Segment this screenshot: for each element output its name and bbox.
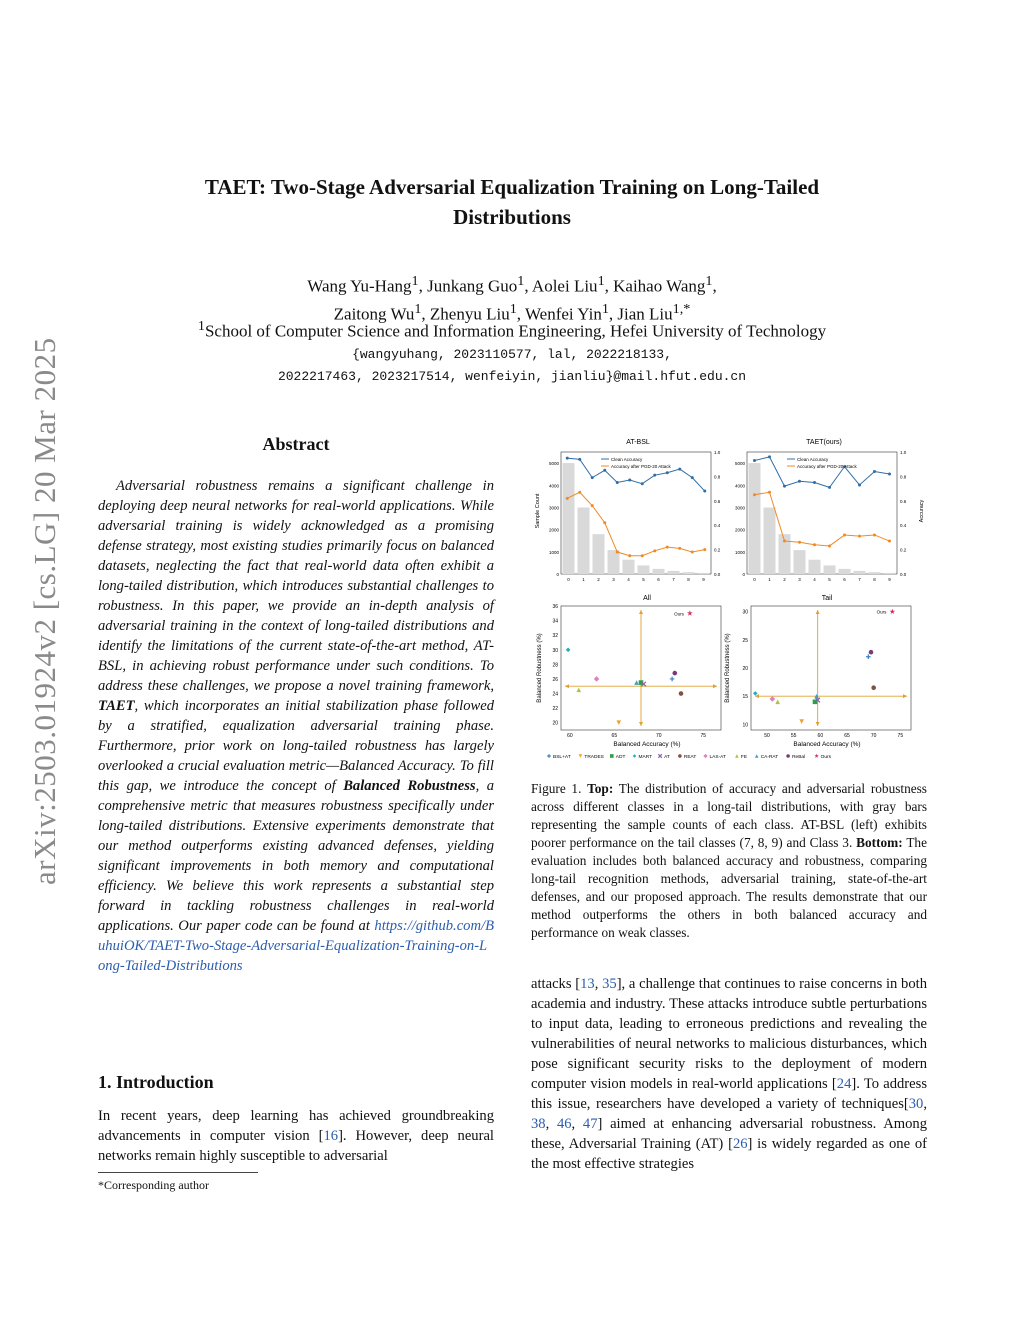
clean-accuracy-point [753,459,756,462]
legend-method-label: TRADES [584,755,604,760]
y-tick-label: 30 [742,609,748,616]
citation-link[interactable]: 24 [836,1076,852,1092]
sample-count-bar [698,573,710,574]
left-tick-label: 3000 [734,505,745,511]
y-tick-label: 30 [552,647,558,654]
marker-rebal [786,754,790,758]
marker-ca-rat [634,680,639,685]
category-tick-label: 0 [753,577,756,582]
sample-count-bar [749,463,761,574]
abstract-body: Adversarial robustness remains a significant challenge in deploying deep neural networks for real-world applications. While adversarial training is widely acknowledged as a promising defense strategy, most existing studies primarily focus on balanced datasets, neglecting the fact that real-world data often exhibit a long-tailed distribution, which introduces substantial challenges to robustness. In this paper, we provide an in-depth analysis of adversarial training in the context of long-tailed distributions and identify the limitations of the current state-of-the-art method, AT-BSL, in achieving robust performance under such conditions. To address these challenges, we propose a novel training framework, TAET, which incorporates an initial stabilization phase followed by a stratified, equalization adversarial training phase. Furthermore, prior work on long-tailed robustness has largely overlooked a crucial evaluation metric—Balanced Accuracy. To fill this gap, we introduce the concept of Balanced Robustness, a comprehensive metric that measures robustness specifically under long-tailed distributions. Extensive experiments demonstrate that our method outperforms existing advanced defenses, yielding significant improvements in both memory and computational efficiency. We believe this work represents a substantial step forward in tackling robustness challenges in real-world applications. Our paper code can be found at https://github.com/BuhuiOK/TAET-Two-Stage-Adversarial-Equalization-Training-on-Long-Tailed-Distributions [98,478,495,974]
legend-method-label: AT [664,755,670,760]
pgd-accuracy-point [653,549,656,552]
marker-bsl-at [547,754,551,758]
legend-method-label: REAT [683,755,697,760]
marker-rebal [672,671,677,676]
right-tick-label: 0.4 [714,523,721,529]
clean-accuracy-point [641,482,644,485]
sample-count-bar [638,565,650,574]
sample-count-bar [623,560,635,574]
panel-title-taet: TAET(ours) [806,439,842,446]
pgd-accuracy-point [753,493,756,496]
authors-line-2: Zaitong Wu$^1$, Zhenyu Liu$^1$, Wenfei Yin$^1$, Jian Liu$^{1,*}$ [333,300,691,324]
pgd-accuracy-point [828,544,831,547]
y-tick-label: 36 [552,604,558,610]
category-tick-label: 7 [858,577,861,582]
x-tick-label: 55 [790,733,797,739]
citation-link[interactable]: 35 [602,976,617,992]
legend-method-label: ReBal [792,755,806,760]
author: Jian Liu [617,304,673,324]
clean-accuracy-point [616,481,619,484]
y-tick-label: 28 [552,662,558,669]
marker-ours [889,609,895,614]
right-tick-label: 0.0 [714,572,721,577]
legend-method-label: FE [740,755,748,760]
clean-accuracy-point [603,469,606,472]
clean-accuracy-point [691,476,694,479]
pgd-accuracy-point [578,491,581,494]
pgd-accuracy-point [798,541,801,544]
y-tick-label: 26 [552,676,558,683]
right-tick-label: 0.8 [714,474,721,480]
legend-clean-label: Clean Accuracy [611,457,643,462]
clean-accuracy-point [591,476,594,479]
marker-reat [871,685,876,690]
clean-accuracy-point [703,490,706,493]
sample-count-bar [824,565,836,574]
clean-accuracy-point [566,457,569,460]
x-tick-label: 50 [764,733,770,739]
marker-trades [616,720,621,725]
marker-mart [753,691,758,696]
left-tick-label: 1000 [548,549,559,555]
left-tick-label: 4000 [734,483,745,489]
clean-accuracy-point [888,472,891,475]
clean-accuracy-point [628,479,631,482]
arrow-up [639,610,643,614]
pgd-accuracy-point [888,540,891,543]
marker-fe [576,688,581,693]
pgd-accuracy-point [858,535,861,538]
arrow-down [816,722,820,726]
marker-ca-rat [755,754,759,758]
marker-adt [610,754,614,758]
paper-title [120,172,904,232]
category-tick-label: 1 [582,577,585,582]
marker-rebal [869,650,874,655]
right-tick-label: 0.2 [900,547,907,553]
plot-frame [751,606,911,730]
y-tick-label: 10 [742,722,748,729]
xlabel-tail: Balanced Accuracy (%) [793,741,861,748]
citation-link[interactable]: 16 [323,1128,339,1144]
marker-fe [735,754,739,758]
y-tick-label: 20 [742,666,748,672]
methods-legend [547,754,831,760]
marker-las-at [703,754,707,758]
category-tick-label: 1 [768,577,771,582]
legend-pgd-label: Accuracy after PGD-20 Attack [797,464,857,469]
citation-link[interactable]: 46 [556,1116,572,1132]
arrow-right [713,684,717,688]
sample-count-bar [884,573,896,574]
y-tick-label: 34 [552,618,558,625]
figure-caption: Figure 1. Top: The distribution of accuracy and adversarial robustness across different classes in a long-tail distributions, with gray bars representing the sample counts of each class. AT-BSL (left) exhibits poorer performance on the tail classes (7, 8, 9) and Class 3. Bottom: The evaluation includes both balanced accuracy and robustness, comparing long-tail recognition methods, adversarial training, state-of-the-art defenses, and our proposed approach. The results demonstrate that our method outperforms the others in both balanced accuracy and performance on weak classes. [531,781,927,940]
y-tick-label: 32 [552,633,558,640]
left-tick-label: 3000 [548,505,559,511]
author: Wenfei Yin [524,304,602,324]
right-tick-label: 0.6 [900,498,907,504]
pgd-accuracy-point [616,551,619,554]
author: Junkang Guo [427,276,518,296]
sample-count-bar [593,534,605,574]
marker-bsl-at [670,677,675,682]
left-tick-label: 0 [556,572,559,577]
sample-count-bar [653,569,665,574]
legend-method-label: MART [638,755,653,760]
clean-accuracy-point [813,481,816,484]
category-tick-label: 3 [612,577,615,582]
sample-count-bar [854,571,866,574]
ylabel-robustness-tail: Balanced Robustness (%) [725,633,731,703]
pgd-accuracy-point [666,546,669,549]
x-tick-label: 70 [870,733,877,739]
x-tick-label: 65 [844,733,850,739]
right-tick-label: 0.2 [714,547,721,553]
marker-las-at [594,676,600,682]
citation-link[interactable]: 38 [531,1116,546,1132]
category-tick-label: 2 [783,577,786,582]
panel-taet [735,450,907,582]
series-legend [601,457,672,469]
pgd-accuracy-point [691,551,694,554]
author-emails: {wangyuhang, 2023110577, lal, 2022218133, 2022217463, 2023217514, wenfeiyin, jianliu}@mail.hfut.edu.cn [277,347,747,384]
figure-1 [531,436,931,764]
left-tick-label: 5000 [548,461,559,467]
pgd-accuracy-point [603,521,606,524]
citation-link[interactable]: 26 [732,1136,748,1152]
pgd-accuracy-point [768,491,771,494]
pgd-accuracy-point [843,533,846,536]
pgd-accuracy-point [591,504,594,507]
title-line-1: TAET: Two-Stage Adversarial Equalization Training on Long-Tailed [204,175,820,199]
pgd-accuracy-point [703,548,706,551]
panel-tail [742,606,911,739]
sample-count-bar [794,550,806,574]
sample-count-bar [839,569,851,574]
y-tick-label: 15 [742,694,748,701]
pgd-accuracy-point [678,547,681,550]
ylabel-robustness-all: Balanced Robustness (%) [537,633,543,703]
sample-count-bar [683,572,695,574]
category-tick-label: 3 [798,577,801,582]
sample-count-bar [869,572,881,574]
arrow-right [903,694,907,698]
citation-link[interactable]: 30 [908,1096,924,1112]
left-tick-label: 2000 [548,527,559,533]
sample-count-bar [764,508,776,574]
legend-method-label: Ours [820,755,832,760]
affiliation: $^1$School of Computer Science and Information Engineering, Hefei University of Technology [197,318,827,341]
code-link[interactable]: https://github.com/BuhuiOK/TAET-Two-Stage-Adversarial-Equalization-Training-on-Long-Tailed-Distributions [98,918,494,974]
marker-at [658,754,662,758]
marker-ours [687,610,693,615]
category-tick-label: 9 [888,577,891,582]
marker-reat [679,691,684,696]
panel-title-atbsl: AT-BSL [626,439,650,446]
legend-method-label: CA-RAT [760,755,779,760]
clean-accuracy-point [666,471,669,474]
citation-link[interactable]: 13 [580,976,595,992]
marker-mart [566,647,571,652]
panel-atbsl [549,450,721,582]
arrow-up [816,610,820,614]
author: Zaitong Wu [333,304,415,324]
series-legend [787,457,858,469]
y-tick-label: 25 [742,637,748,644]
category-tick-label: 2 [597,577,600,582]
ylabel-accuracy: Accuracy [919,499,925,523]
y-tick-label: 22 [552,706,558,713]
right-tick-label: 1.0 [714,450,721,455]
pgd-accuracy-point [813,543,816,546]
author: Wang Yu-Hang [307,276,412,296]
arxiv-identifier: arXiv:2503.01924v2 [cs.LG] 20 Mar 2025 [27,337,62,885]
category-tick-label: 6 [657,577,660,582]
legend-clean-label: Clean Accuracy [797,457,829,462]
left-tick-label: 0 [742,572,745,577]
introduction-heading: 1. Introduction [98,1072,214,1092]
category-tick-label: 8 [873,577,876,582]
legend-method-label: BSL+AT [553,755,571,760]
marker-reat [678,754,682,758]
right-tick-label: 1.0 [900,450,907,455]
clean-accuracy-point [828,486,831,489]
x-tick-label: 75 [897,733,904,739]
y-tick-label: 20 [552,720,558,727]
authors-line-1: Wang Yu-Hang$^1$, Junkang Guo$^1$, Aolei Liu$^1$, Kaihao Wang$^1$, [307,273,717,296]
marker-bsl-at [866,654,871,659]
ylabel-sample-count: Sample Count [535,493,541,529]
left-tick-label: 4000 [548,483,559,489]
legend-pgd-label: Accuracy after PGD-20 Attack [611,464,671,469]
author: Zhenyu Liu [429,304,510,324]
citation-link[interactable]: 47 [582,1116,598,1132]
clean-accuracy-point [873,470,876,473]
category-tick-label: 0 [567,577,570,582]
pgd-accuracy-point [873,533,876,536]
ours-label: Ours [876,609,887,615]
category-tick-label: 6 [843,577,846,582]
footnote-rule [98,1172,258,1173]
pgd-accuracy-point [641,554,644,557]
sample-count-bar [563,463,575,574]
right-tick-label: 0.0 [900,572,907,577]
clean-accuracy-point [783,485,786,488]
x-tick-label: 60 [567,733,573,739]
sample-count-bar [578,508,590,574]
marker-las-at [770,696,776,702]
right-tick-label: 0.4 [900,523,907,529]
clean-accuracy-point [768,455,771,458]
category-tick-label: 5 [642,577,645,582]
panel-title-all: All [643,595,651,602]
right-tick-label: 0.6 [714,498,721,504]
x-tick-label: 70 [655,733,662,739]
marker-trades [799,719,804,724]
legend-method-label: LAS-AT [709,755,726,760]
abstract-heading: Abstract [262,434,330,454]
xlabel-all: Balanced Accuracy (%) [613,741,681,748]
sample-count-bar [668,571,680,574]
arrow-left [565,684,569,688]
left-tick-label: 1000 [734,549,745,555]
category-tick-label: 4 [813,577,816,582]
sample-count-bar [608,550,620,574]
marker-trades [579,754,583,758]
clean-accuracy-point [578,458,581,461]
category-tick-label: 9 [702,577,705,582]
author: Kaihao Wang [613,276,706,296]
clean-accuracy-point [678,468,681,471]
left-tick-label: 2000 [734,527,745,533]
x-tick-label: 60 [817,733,824,739]
title-line-2: Distributions [453,205,571,229]
category-tick-label: 7 [672,577,675,582]
marker-fe [775,700,780,705]
left-tick-label: 5000 [734,461,745,467]
category-tick-label: 5 [828,577,831,582]
introduction-continued: attacks [13, 35], a challenge that continues to raise concerns in both academia and industry. These attacks introduce subtle perturbations to input data, leading to erroneous predictions and revealing the vulnerabilities of neural networks to malicious disturbances, which pose significant security risks to the deployment of modern computer vision models in real-world applications [24]. To address this issue, researchers have developed a variety of techniques[30, 38, 46, 47] aimed at enhancing adversarial robustness. Among these, Adversarial Training (AT) [26] is widely regarded as one of the most effective strategies [531,976,928,1172]
clean-accuracy-point [653,474,656,477]
ours-label: Ours [674,611,684,617]
clean-accuracy-point [858,483,861,486]
sample-count-bar [809,560,821,574]
panel-title-tail: Tail [821,595,833,602]
author: Aolei Liu [531,276,598,296]
clean-accuracy-point [798,480,801,483]
pgd-accuracy-point [628,554,631,557]
footnote: *Corresponding author [98,1178,209,1192]
marker-mart [633,754,637,758]
x-tick-label: 65 [611,733,618,739]
category-tick-label: 4 [627,577,630,582]
category-tick-label: 8 [687,577,690,582]
marker-ours [814,754,818,758]
arrow-down [639,722,643,726]
pgd-accuracy-point [566,497,569,500]
legend-method-label: ADT [615,755,626,760]
pgd-accuracy-point [783,540,786,543]
right-tick-label: 0.8 [900,474,907,480]
x-tick-label: 75 [700,733,707,739]
introduction-body: In recent years, deep learning has achieved groundbreaking advancements in computer vision [16]. However, deep neural networks remain highly susceptible to adversarial [98,1108,494,1164]
panel-all [552,604,721,739]
y-tick-label: 24 [552,691,558,698]
